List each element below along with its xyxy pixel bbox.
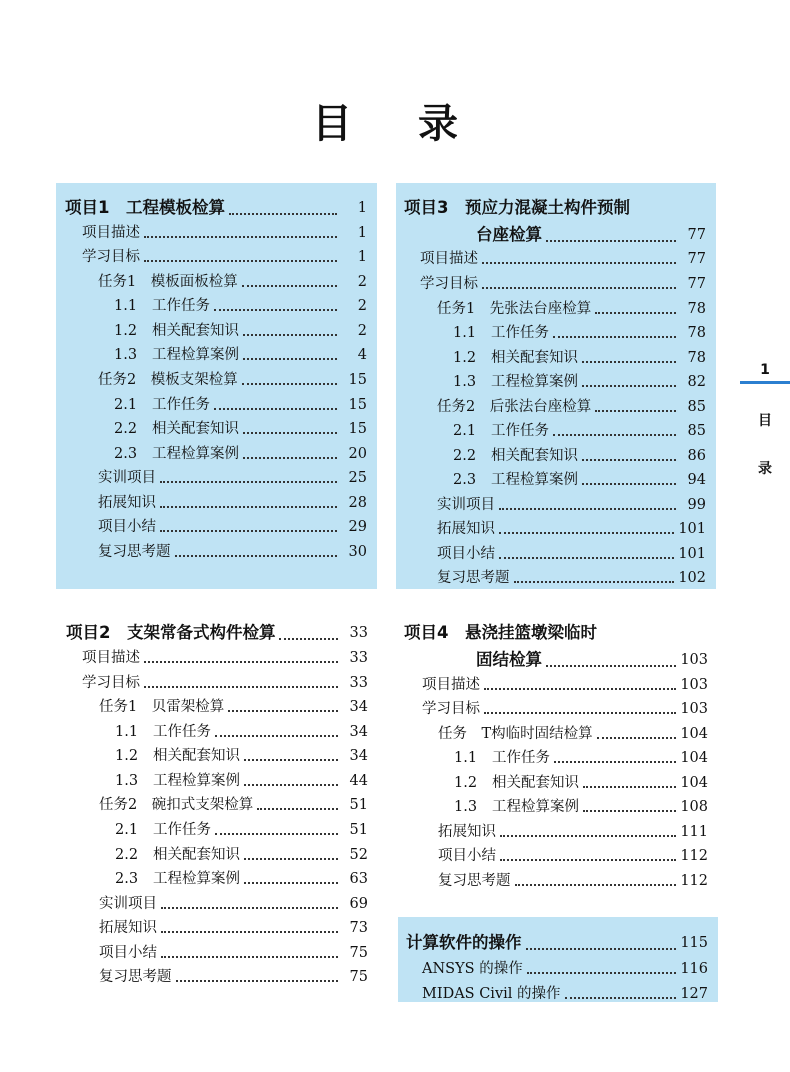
toc-entry[interactable]: 任务1 贝雷架检算 34: [99, 699, 368, 715]
toc-entry[interactable]: 项目小结 75: [99, 945, 368, 961]
toc-heading[interactable]: 项目4 悬浇挂篮墩梁临时: [404, 623, 597, 642]
toc-entry[interactable]: 复习思考题 112: [438, 873, 708, 889]
toc-entry[interactable]: 学习目标 33: [82, 675, 368, 691]
toc-entry[interactable]: 1.1 工作任务 78: [453, 325, 706, 341]
toc-entry[interactable]: 1.3 工程检算案例 44: [115, 773, 368, 789]
toc-entry[interactable]: 1.1 工作任务 34: [115, 724, 368, 740]
toc-entry[interactable]: 2.3 工程检算案例 63: [115, 871, 368, 887]
toc-entry[interactable]: 任务2 碗扣式支架检算 51: [99, 797, 368, 813]
toc-entry[interactable]: 1.3 工程检算案例 4: [114, 347, 367, 363]
toc-entry[interactable]: 项目小结 29: [98, 519, 367, 535]
toc-entry[interactable]: 任务 T构临时固结检算 104: [438, 726, 708, 742]
toc-entry[interactable]: 拓展知识 28: [98, 495, 367, 511]
toc-entry[interactable]: 项目小结 112: [438, 848, 708, 864]
toc-entry[interactable]: 2.2 相关配套知识 86: [453, 448, 706, 464]
toc-heading-continued[interactable]: 台座检算 77: [476, 225, 706, 244]
title-char-2: 录: [418, 101, 458, 147]
toc-entry[interactable]: 2.3 工程检算案例 20: [114, 446, 367, 462]
toc-entry[interactable]: 1.3 工程检算案例 108: [454, 799, 708, 815]
toc-entry[interactable]: 1.2 相关配套知识 34: [115, 748, 368, 764]
toc-entry[interactable]: 1.1 工作任务 2: [114, 298, 367, 314]
toc-heading[interactable]: 计算软件的操作 115: [406, 933, 708, 952]
toc-entry[interactable]: 1.2 相关配套知识 2: [114, 323, 367, 339]
side-tab-char-1: 目: [758, 413, 772, 429]
toc-heading-continued[interactable]: 固结检算 103: [476, 650, 708, 669]
toc-entry[interactable]: ANSYS 的操作 116: [422, 961, 708, 977]
toc-entry[interactable]: 项目描述 1: [82, 225, 367, 241]
side-tab-char-2: 录: [758, 461, 772, 477]
toc-heading[interactable]: 项目3 预应力混凝土构件预制: [404, 198, 630, 217]
toc-entry[interactable]: 1.2 相关配套知识 78: [453, 350, 706, 366]
toc-entry[interactable]: 学习目标 1: [82, 249, 367, 265]
toc-entry[interactable]: 1.2 相关配套知识 104: [454, 775, 708, 791]
toc-entry[interactable]: 项目描述 33: [82, 650, 368, 666]
toc-entry[interactable]: 2.1 工作任务 15: [114, 397, 367, 413]
toc-entry[interactable]: 项目小结 101: [437, 546, 706, 562]
toc-entry[interactable]: 1.1 工作任务 104: [454, 750, 708, 766]
toc-entry[interactable]: 实训项目 99: [437, 497, 706, 513]
toc-entry[interactable]: 2.1 工作任务 51: [115, 822, 368, 838]
toc-entry[interactable]: 任务2 后张法台座检算 85: [437, 399, 706, 415]
toc-entry[interactable]: MIDAS Civil 的操作 127: [422, 986, 708, 1002]
toc-entry[interactable]: 拓展知识 111: [438, 824, 708, 840]
toc-entry[interactable]: 项目描述 103: [422, 677, 708, 693]
toc-entry[interactable]: 实训项目 25: [98, 470, 367, 486]
toc-entry[interactable]: 复习思考题 30: [98, 544, 367, 560]
side-tab-bar: [740, 381, 790, 384]
toc-entry[interactable]: 复习思考题 102: [437, 570, 706, 586]
toc-entry[interactable]: 2.2 相关配套知识 52: [115, 847, 368, 863]
toc-entry[interactable]: 拓展知识 101: [437, 521, 706, 537]
toc-entry[interactable]: 2.1 工作任务 85: [453, 423, 706, 439]
page-title: [0, 92, 790, 147]
toc-entry[interactable]: 2.3 工程检算案例 94: [453, 472, 706, 488]
toc-entry[interactable]: 1.3 工程检算案例 82: [453, 374, 706, 390]
toc-entry[interactable]: 任务2 模板支架检算 15: [98, 372, 367, 388]
toc-entry[interactable]: 任务1 先张法台座检算 78: [437, 301, 706, 317]
toc-entry[interactable]: 实训项目 69: [99, 896, 368, 912]
toc-entry[interactable]: 拓展知识 73: [99, 920, 368, 936]
toc-entry[interactable]: 2.2 相关配套知识 15: [114, 421, 367, 437]
toc-entry[interactable]: 学习目标 103: [422, 701, 708, 717]
toc-entry[interactable]: 项目描述 77: [420, 251, 706, 267]
toc-entry[interactable]: 学习目标 77: [420, 276, 706, 292]
side-tab-number: 1: [760, 362, 770, 378]
toc-entry[interactable]: 任务1 模板面板检算 2: [98, 274, 367, 290]
toc-heading[interactable]: 项目1 工程模板检算 1: [65, 198, 367, 217]
title-char-1: 目: [312, 101, 352, 147]
toc-heading[interactable]: 项目2 支架常备式构件检算 33: [66, 623, 368, 642]
toc-entry[interactable]: 复习思考题 75: [99, 969, 368, 985]
